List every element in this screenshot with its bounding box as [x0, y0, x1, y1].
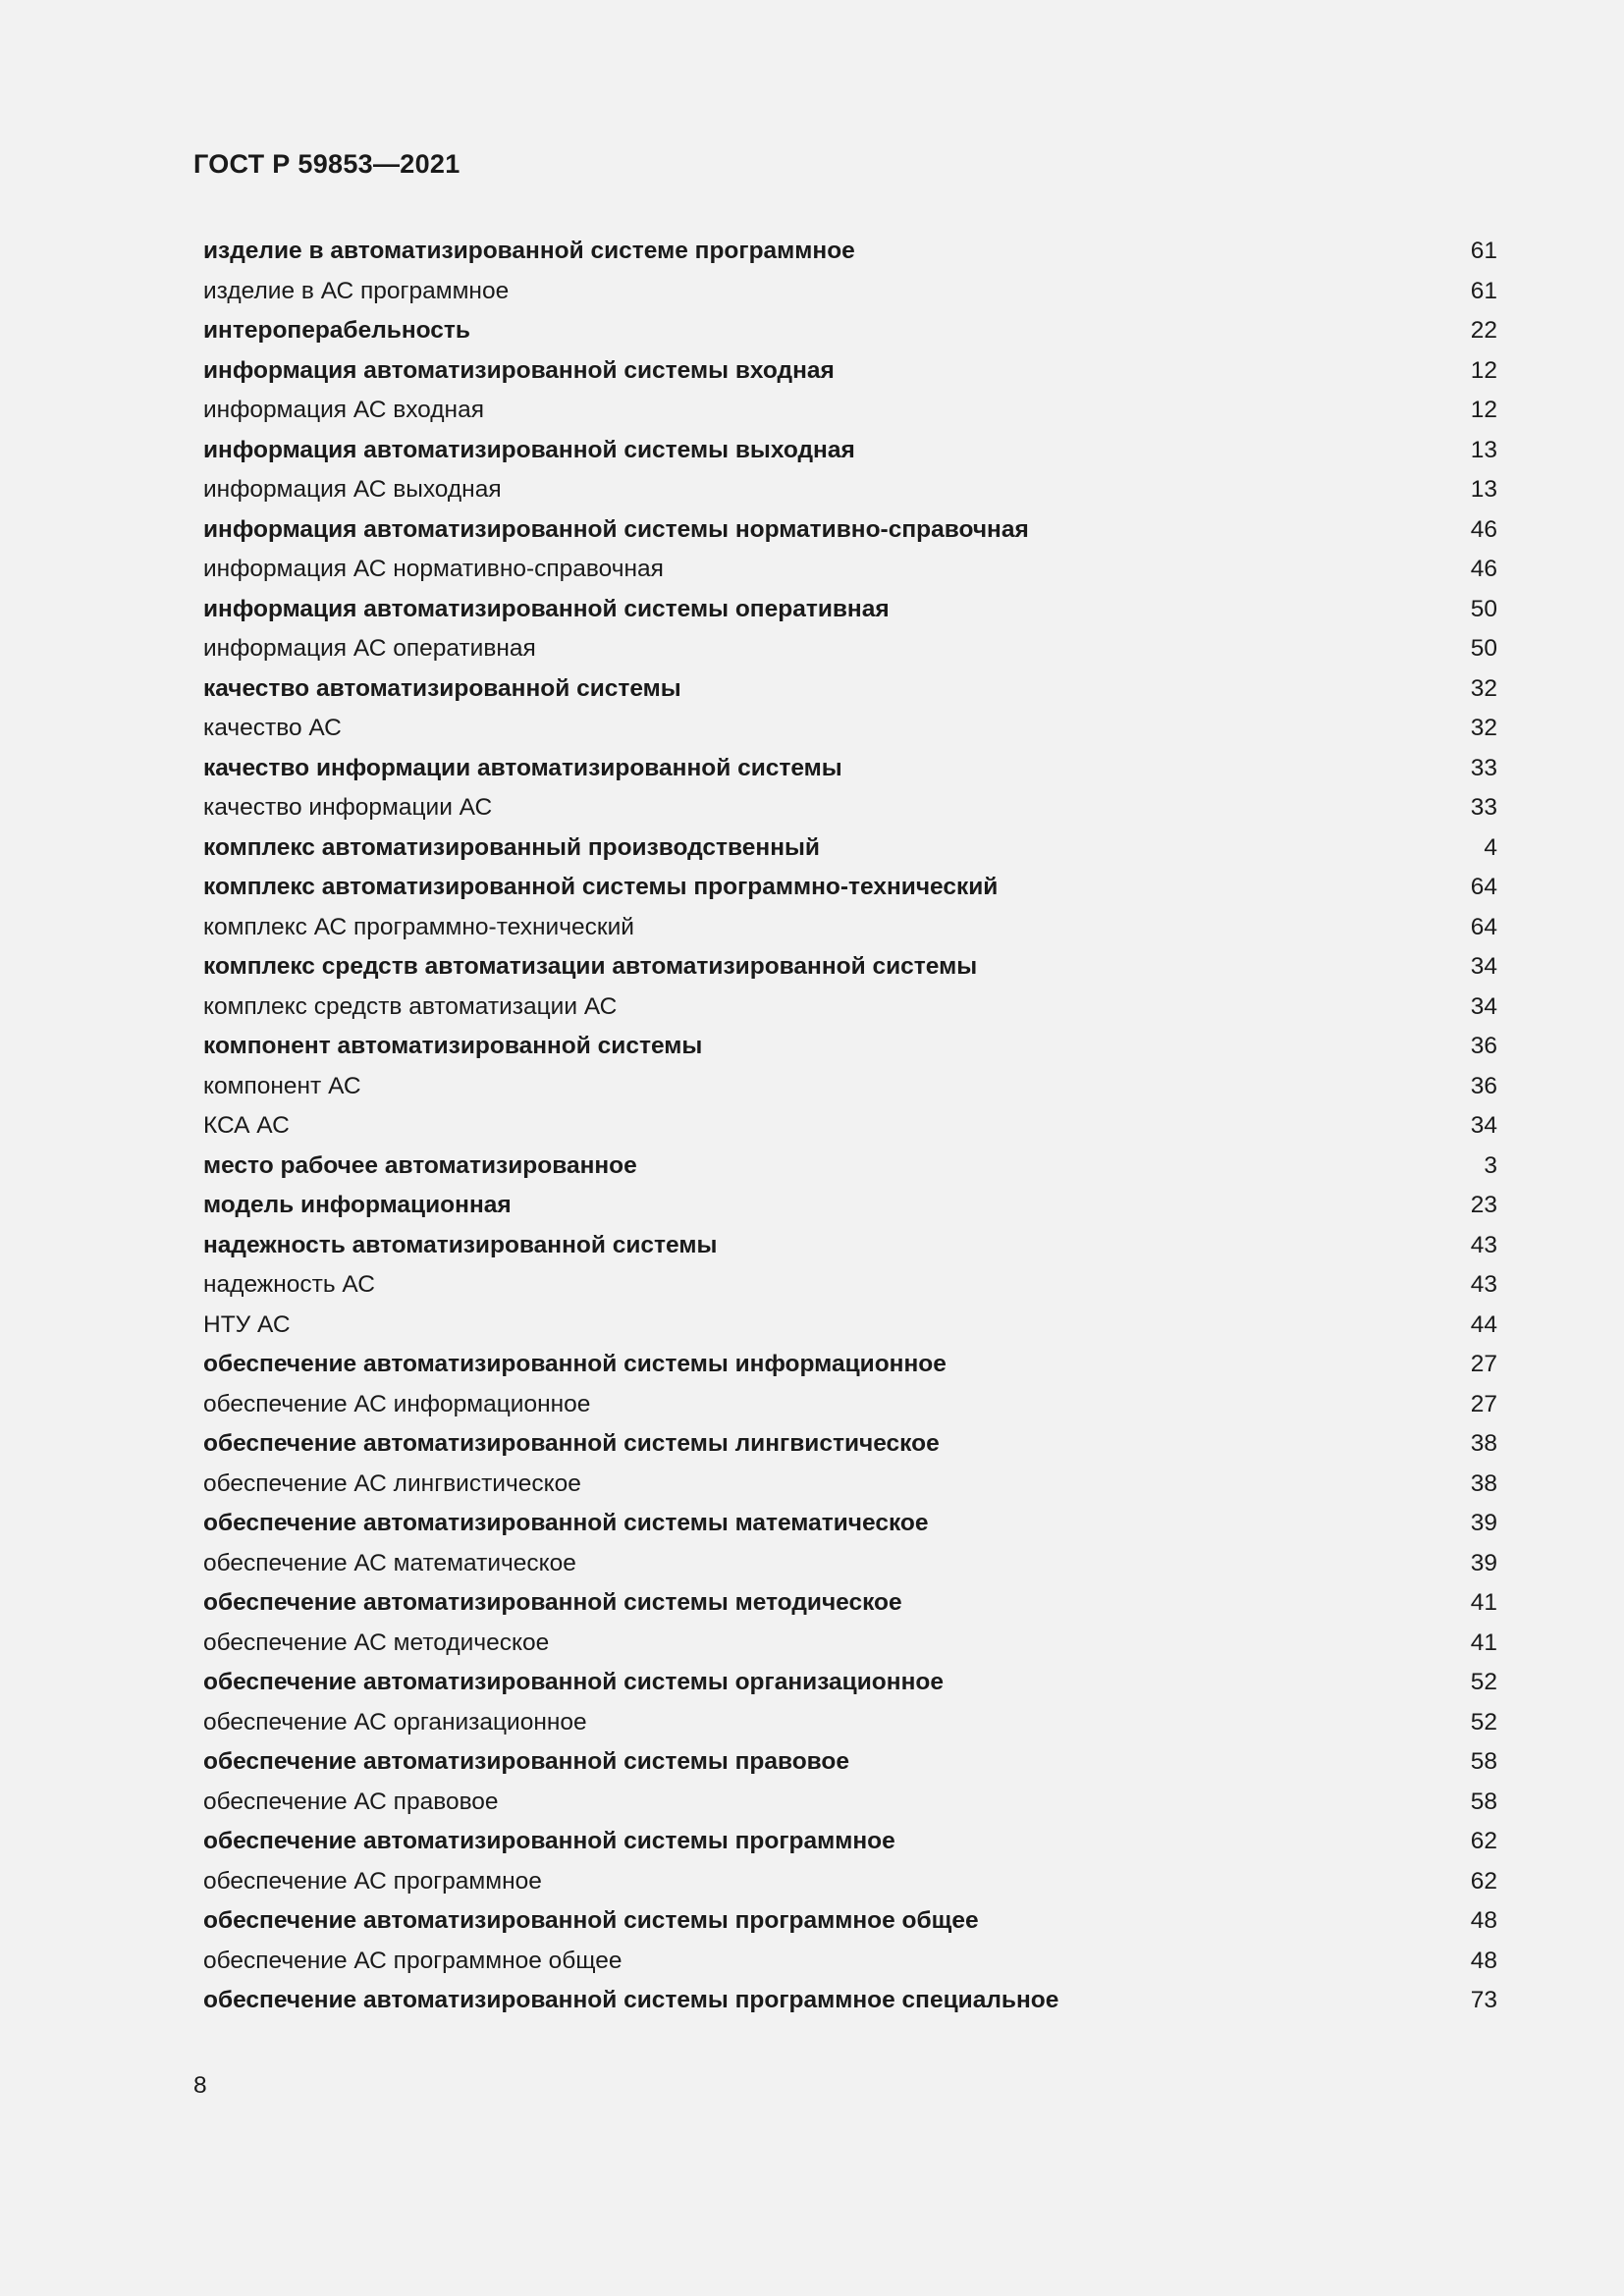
index-term: обеспечение автоматизированной системы математическое [203, 1510, 929, 1536]
index-entry [203, 1862, 1497, 1902]
index-term: информация АС оперативная [203, 635, 536, 662]
index-entry [203, 1783, 1497, 1823]
index-entry [203, 1027, 1497, 1067]
index-entry [203, 1106, 1497, 1147]
index-term: обеспечение автоматизированной системы правовое [203, 1748, 850, 1775]
index-page-ref: 34 [1470, 953, 1497, 980]
index-entry [203, 1544, 1497, 1584]
index-entry [203, 272, 1497, 312]
index-page-ref: 50 [1470, 635, 1497, 662]
page-number: 8 [193, 2072, 207, 2099]
index-term: комплекс автоматизированной системы программно-технический [203, 874, 999, 900]
index-page-ref: 50 [1470, 595, 1497, 622]
index-page-ref: 62 [1470, 1867, 1497, 1895]
index-term: качество автоматизированной системы [203, 674, 681, 702]
index-term: обеспечение АС лингвистическое [203, 1469, 581, 1497]
index-term: место рабочее автоматизированное [203, 1151, 637, 1179]
index-entry [203, 431, 1497, 471]
index-term: обеспечение АС программное [203, 1867, 542, 1895]
index-entry [203, 1742, 1497, 1783]
index-term: обеспечение АС математическое [203, 1549, 576, 1576]
index-entry [203, 311, 1497, 351]
index-page-ref: 34 [1470, 1112, 1497, 1139]
index-entry [203, 1901, 1497, 1942]
index-term: обеспечение автоматизированной системы программное общее [203, 1907, 979, 1934]
index-page-ref: 39 [1470, 1510, 1497, 1536]
index-page-ref: 13 [1470, 436, 1497, 463]
index-term: обеспечение АС методическое [203, 1629, 550, 1656]
index-page-ref: 48 [1470, 1947, 1497, 1974]
index-entry [203, 868, 1497, 908]
index-entry [203, 1265, 1497, 1306]
index-term: НТУ АС [203, 1310, 291, 1338]
index-page-ref: 4 [1484, 833, 1497, 861]
index-page-ref: 52 [1470, 1708, 1497, 1735]
index-term: обеспечение АС информационное [203, 1390, 591, 1417]
index-term: обеспечение автоматизированной системы организационное [203, 1669, 944, 1695]
index-page-ref: 38 [1470, 1430, 1497, 1457]
index-term: надежность автоматизированной системы [203, 1231, 718, 1258]
index-term: компонент автоматизированной системы [203, 1033, 703, 1059]
index-page-ref: 33 [1470, 794, 1497, 821]
index-entry [203, 1465, 1497, 1505]
index-term: обеспечение АС организационное [203, 1708, 587, 1735]
index-page-ref: 61 [1470, 238, 1497, 264]
index-term: информация АС выходная [203, 476, 502, 503]
index-term: обеспечение автоматизированной системы методическое [203, 1589, 902, 1616]
index-page-ref: 39 [1470, 1549, 1497, 1576]
index-entry [203, 629, 1497, 669]
index-page-ref: 41 [1470, 1589, 1497, 1616]
index-page-ref: 13 [1470, 476, 1497, 503]
index-page-ref: 46 [1470, 556, 1497, 582]
index-term: обеспечение автоматизированной системы программное специальное [203, 1987, 1059, 2013]
index-term: КСА АС [203, 1112, 290, 1139]
index-term: информация автоматизированной системы оперативная [203, 595, 890, 622]
index-term: интероперабельность [203, 317, 470, 344]
index-entry [203, 1703, 1497, 1743]
index-entry [203, 1424, 1497, 1465]
index-page-ref: 58 [1470, 1788, 1497, 1815]
index-entry [203, 1624, 1497, 1664]
index-page-ref: 33 [1470, 754, 1497, 781]
index-page-ref: 43 [1470, 1271, 1497, 1298]
index-entry [203, 1345, 1497, 1385]
index-term: качество информации автоматизированной системы [203, 754, 842, 781]
index-page-ref: 41 [1470, 1629, 1497, 1656]
index-term: качество АС [203, 715, 342, 741]
index-page-ref: 46 [1470, 515, 1497, 543]
index-entry [203, 947, 1497, 988]
index-entry [203, 1583, 1497, 1624]
index-entry [203, 1385, 1497, 1425]
index-entry [203, 749, 1497, 789]
index-term: обеспечение автоматизированной системы программное [203, 1828, 895, 1854]
index-term: обеспечение автоматизированной системы лингвистическое [203, 1430, 940, 1457]
index-entry [203, 590, 1497, 630]
index-entry [203, 232, 1497, 272]
index-term: комплекс автоматизированный производственный [203, 833, 820, 861]
document-header: ГОСТ Р 59853—2021 [193, 149, 460, 179]
index-entry [203, 908, 1497, 948]
index-entry [203, 1147, 1497, 1187]
index-entry [203, 470, 1497, 510]
index-entry [203, 828, 1497, 869]
index-term: информация автоматизированной системы входная [203, 356, 835, 384]
index-entry [203, 1663, 1497, 1703]
index-term: изделие в автоматизированной системе программное [203, 238, 855, 264]
index-term: надежность АС [203, 1271, 375, 1298]
index-page-ref: 12 [1470, 356, 1497, 384]
index-entry [203, 788, 1497, 828]
index-page-ref: 64 [1470, 874, 1497, 900]
index-page-ref: 23 [1470, 1192, 1497, 1218]
index-term: обеспечение АС правовое [203, 1788, 499, 1815]
index-page-ref: 34 [1470, 992, 1497, 1020]
index-entry [203, 391, 1497, 431]
index-term: обеспечение АС программное общее [203, 1947, 623, 1974]
index-entry [203, 510, 1497, 551]
index-term: обеспечение автоматизированной системы информационное [203, 1351, 947, 1377]
index-entry [203, 550, 1497, 590]
index-page-ref: 43 [1470, 1231, 1497, 1258]
index-page-ref: 3 [1484, 1151, 1497, 1179]
index-page-ref: 62 [1470, 1828, 1497, 1854]
index-term: комплекс средств автоматизации АС [203, 992, 618, 1020]
index-page-ref: 38 [1470, 1469, 1497, 1497]
index-entry [203, 351, 1497, 392]
index-page-ref: 32 [1470, 674, 1497, 702]
index-term: информация автоматизированной системы нормативно-справочная [203, 515, 1029, 543]
index-entry [203, 1504, 1497, 1544]
index-page-ref: 22 [1470, 317, 1497, 344]
index-page-ref: 52 [1470, 1669, 1497, 1695]
index-entry [203, 1067, 1497, 1107]
index-term: компонент АС [203, 1072, 361, 1099]
index-entry [203, 669, 1497, 710]
index-page-ref: 44 [1470, 1310, 1497, 1338]
index-term: модель информационная [203, 1192, 512, 1218]
alphabetical-index [203, 232, 1497, 2021]
index-term: комплекс АС программно-технический [203, 913, 634, 940]
index-term: комплекс средств автоматизации автоматизированной системы [203, 953, 978, 980]
index-page-ref: 64 [1470, 913, 1497, 940]
index-term: информация автоматизированной системы выходная [203, 436, 855, 463]
index-page-ref: 27 [1470, 1390, 1497, 1417]
index-entry [203, 1981, 1497, 2021]
index-entry [203, 709, 1497, 749]
index-entry [203, 988, 1497, 1028]
index-page-ref: 48 [1470, 1907, 1497, 1934]
index-page-ref: 27 [1470, 1351, 1497, 1377]
index-page-ref: 12 [1470, 397, 1497, 423]
index-entry [203, 1186, 1497, 1226]
index-entry [203, 1942, 1497, 1982]
index-term: изделие в АС программное [203, 277, 510, 304]
index-page-ref: 32 [1470, 715, 1497, 741]
index-page-ref: 36 [1470, 1033, 1497, 1059]
index-term: информация АС нормативно-справочная [203, 556, 664, 582]
index-page-ref: 36 [1470, 1072, 1497, 1099]
index-entry [203, 1306, 1497, 1346]
index-term: информация АС входная [203, 397, 484, 423]
index-page-ref: 73 [1470, 1987, 1497, 2013]
index-page-ref: 61 [1470, 277, 1497, 304]
index-page-ref: 58 [1470, 1748, 1497, 1775]
index-entry [203, 1822, 1497, 1862]
index-term: качество информации АС [203, 794, 493, 821]
index-entry [203, 1226, 1497, 1266]
